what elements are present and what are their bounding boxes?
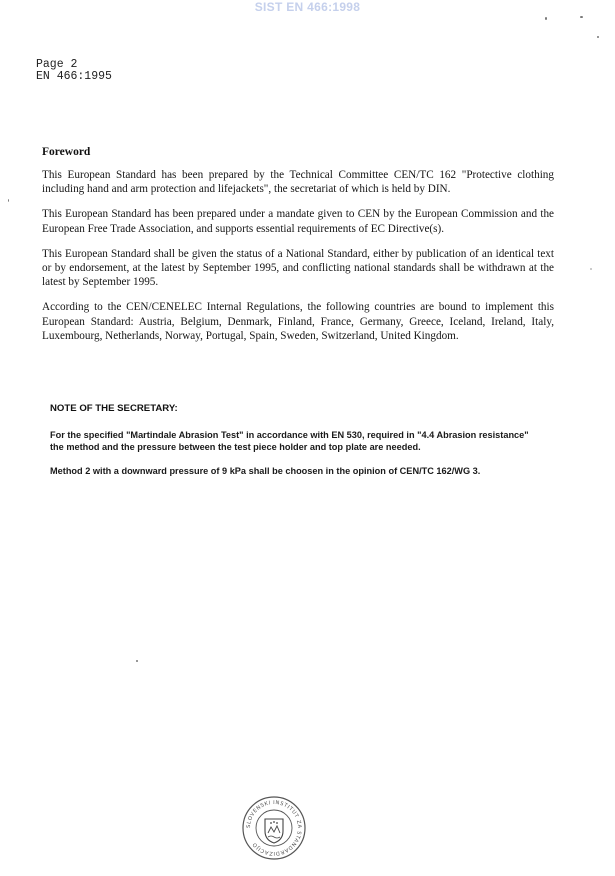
official-seal-icon [241,795,307,861]
document-number: EN 466:1995 [36,70,112,83]
foreword-heading: Foreword [42,146,91,158]
scan-speck [136,660,138,662]
scan-speck [597,36,599,38]
foreword-paragraph-4: According to the CEN/CENELEC Internal Regulations, the following countries are bound to implement this European Standard: Austria, Belgium, Denmark, Finland, France, Germany, Greece, Iceland, Ireland, Italy, Luxembourg, Netherlands, Norway, Portugal, Spain, Sweden, Switzerland, United Kingdom. [42,301,554,342]
foreword-paragraph-1: This European Standard has been prepared by the Technical Committee CEN/TC 162 "Protective clothing including hand and arm protection and lifejackets", the secretariat of which is held by DIN. [42,169,554,196]
note-paragraph-2: Method 2 with a downward pressure of 9 kPa shall be choosen in the opinion of CEN/TC 162/WG 3. [50,465,481,476]
page-header [36,59,112,83]
scan-speck [590,268,592,270]
secretary-note [50,403,540,488]
svg-text:SLOVENSKI INSTITUT ZA STANDARD: SLOVENSKI INSTITUT ZA STANDARDIZACIJO [245,799,303,857]
note-title: NOTE OF THE SECRETARY: [50,403,178,414]
page-label: Page 2 [36,58,78,71]
foreword-section [42,146,554,354]
watermark: SIST EN 466:1998 [254,0,361,14]
note-paragraph-1: For the specified "Martindale Abrasion Test" in accordance with EN 530, required in "4.4 Abrasion resistance" the method and the pressure between the test piece holder and top plate are needed. [50,430,529,453]
scan-speck [580,16,583,18]
scan-speck [545,17,547,20]
foreword-paragraph-3: This European Standard shall be given the status of a National Standard, either by publication of an identical text or by endorsement, at the latest by September 1995, and conflicting national standards shall be withdrawn at the latest by September 1995. [42,247,554,289]
foreword-paragraph-2: This European Standard has been prepared under a mandate given to CEN by the European Commission and the European Free Trade Association, and supports essential requirements of EC Directive(s). [42,208,554,235]
scan-speck [8,199,9,202]
